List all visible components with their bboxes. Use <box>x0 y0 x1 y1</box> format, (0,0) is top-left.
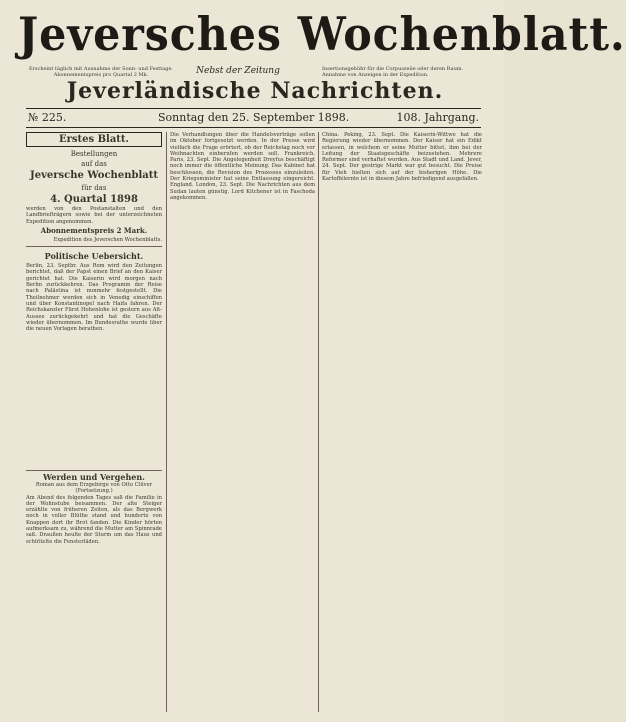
order-expedition: Expedition des Jeverschen Wochenblatts. <box>53 236 162 243</box>
supplement-note: Nebst der Zeitung <box>196 66 280 76</box>
subscription-note: Erscheint täglich mit Ausnahme der Sonn- und Festtage. Abonnementspreis pro Quartal 2 Mk. <box>28 66 174 78</box>
column-2 <box>170 132 315 712</box>
section-rule <box>26 470 162 471</box>
order-on: auf das <box>81 160 107 168</box>
issue-number: № 225. <box>28 111 67 124</box>
column-rule <box>166 132 167 712</box>
politics-heading: Politische Uebersicht. <box>44 251 144 262</box>
order-quarter: 4. Quartal 1898 <box>50 194 138 205</box>
dateline-bar <box>26 108 481 128</box>
subtitle: Jeverländische Nachrichten. <box>66 78 444 104</box>
divider <box>26 246 162 247</box>
story-text: Am Abend des folgenden Tages saß die Familie in der Wohnstube beisammen. Der alte Steiger erzählte von früheren Zeiten, als das Bergwerk noch in voller Blüthe stand und hunderte von Knappen dort ihr Brot fanden. Die Kinder hörten aufmerksam zu, während die Mutter am Spinnrade saß. Draußen heulte der Sturm um das Haus und schüttelte die Fensterläden. <box>26 494 162 545</box>
story-heading: Werden und Vergehen. <box>43 472 145 482</box>
column-3-text: China. Peking, 23. Sept. Die Kaiserin-Wittwe hat die Regierung wieder übernommen. Der Kaiser hat ein Edikt erlassen, in welchem er seine Mutter bittet, ihm bei der Leitung der Staatsgeschäfte beizustehen. Mehrere Reformer sind verhaftet worden. Aus Stadt und Land. Jever, 24. Sept. Der gestrige Markt war gut besucht. Die Preise für Vieh hielten sich auf der bisherigen Höhe. Die Kartoffelernte ist in diesem Jahre befriedigend ausgefallen. <box>322 132 482 183</box>
story-continued: (Fortsetzung.) <box>75 488 113 495</box>
column-rule <box>318 132 319 712</box>
order-heading: Bestellungen <box>70 150 118 158</box>
first-sheet-label: Erstes Blatt. <box>26 132 162 147</box>
column-3 <box>322 132 482 712</box>
advert-note: Insertionsgebühr für die Corpuszeile oder deren Raum. Annahme von Anzeigen in der Expedition. <box>322 66 464 78</box>
story-subtitle: Roman aus dem Erzgebirge von Otto Clüver <box>35 482 153 488</box>
serial-story <box>26 472 162 545</box>
column-1 <box>26 132 162 467</box>
column-2-text: Die Verhandlungen über die Handelsverträge sollen im Oktober fortgesetzt werden. In der Presse wird vielfach die Frage erörtert, ob der Reichstag noch vor Weihnachten einberufen werden soll. Frankreich. Paris, 23. Sept. Die Angelegenheit Dreyfus beschäftigt noch immer die öffentliche Meinung. Das Kabinet hat beschlossen, die Revision des Prozesses einzuleiten. Der Kriegsminister hat seine Entlassung eingereicht. England. London, 23. Sept. Die Nachrichten aus dem Sudan lauten günstig. Lord Kitchener ist in Faschoda angekommen. <box>170 132 315 201</box>
volume-year: 108. Jahrgang. <box>396 111 479 124</box>
order-price: Abonnementspreis 2 Mark. <box>40 225 148 235</box>
issue-date: Sonntag den 25. September 1898. <box>158 111 350 124</box>
masthead-title: Jeversches Wochenblatt. <box>18 7 626 61</box>
order-for: für das <box>81 184 107 192</box>
order-text: werden von den Postanstalten und den Landbriefträgern sowie bei der unterzeichneten Expedition angenommen. <box>26 206 162 225</box>
politics-text: Berlin, 23. Septbr. Aus Rom wird den Zeitungen berichtet, daß der Papst einen Brief an den Kaiser gerichtet hat. Die Kaiserin wird morgen nach Berlin zurückkehren. Das Programm der Reise nach Palästina ist nunmehr festgestellt. Die Theilnehmer werden sich in Venedig einschiffen und über Konstantinopel nach Haifa fahren. Der Reichskanzler Fürst Hohenlohe ist gestern aus Alt-Aussee zurückgekehrt und hat die Geschäfte wieder übernommen. Im Bundesrathe wurde über die neuen Vorlagen berathen. <box>26 263 162 333</box>
order-paper: Jeversche Wochenblatt <box>30 170 158 181</box>
